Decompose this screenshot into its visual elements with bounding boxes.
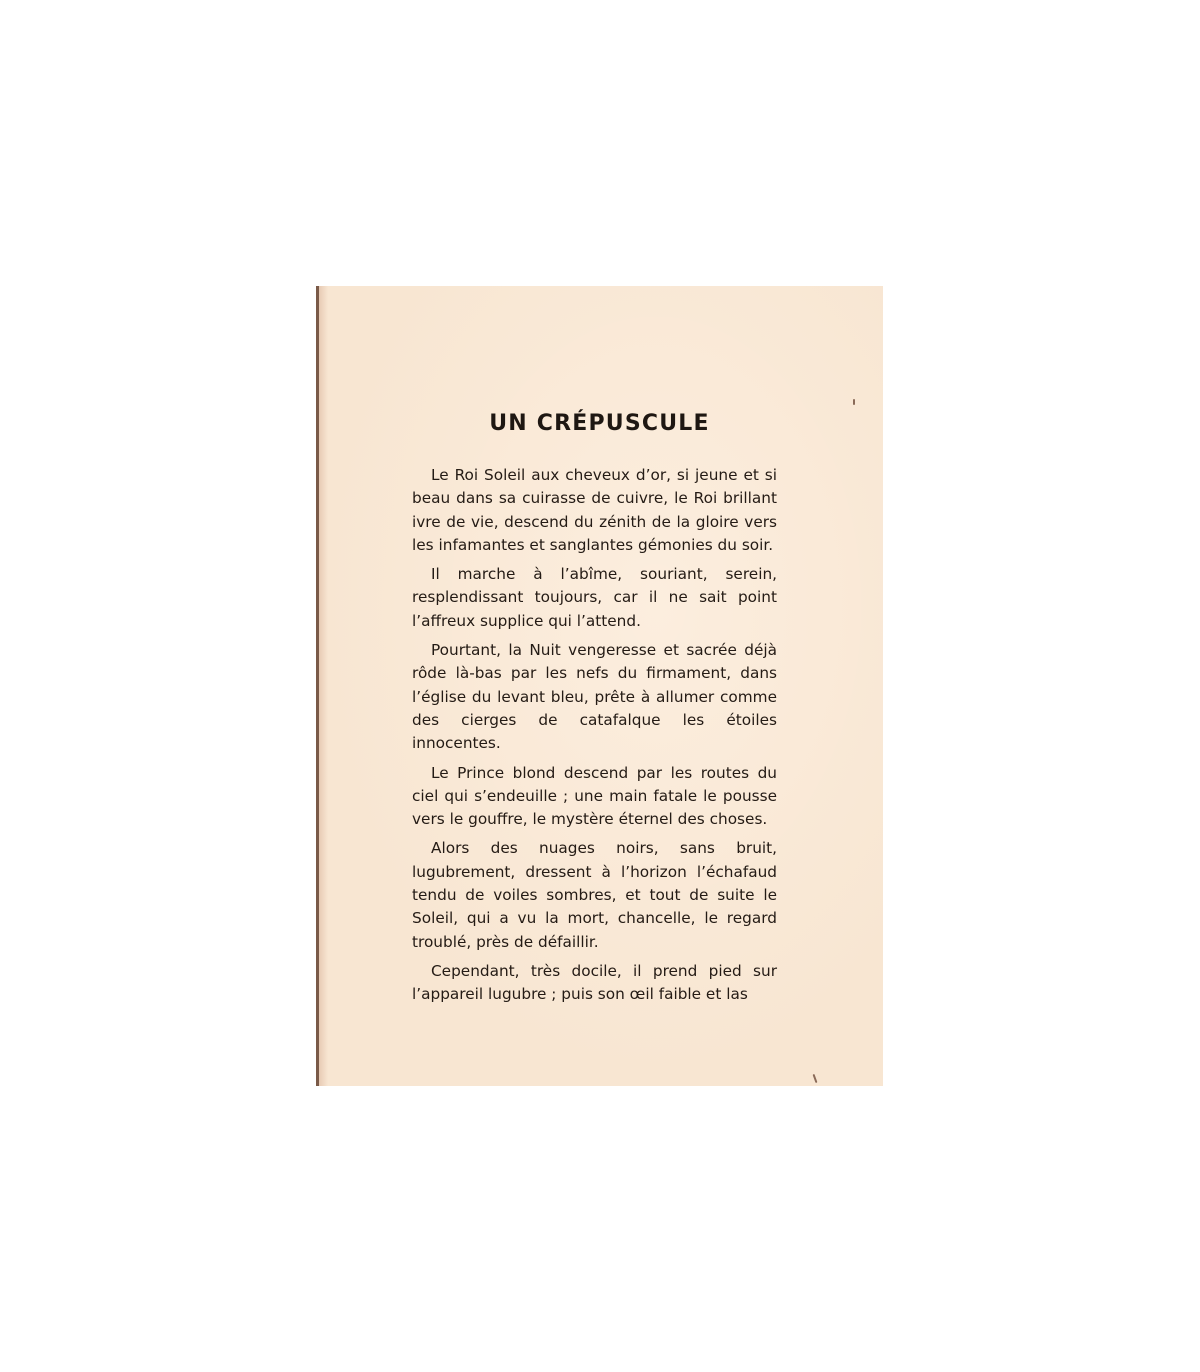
paper-speck <box>813 1074 818 1083</box>
paragraph: Le Prince blond descend par les routes du ciel qui s’endeuille ; une main fatale le pousse vers le gouffre, le mystère éternel des choses. <box>412 763 777 829</box>
paragraph: Cependant, très docile, il prend pied sur l’appareil lugubre ; puis son œil faible et las <box>412 961 777 1004</box>
body-text <box>412 464 777 1013</box>
book-page <box>316 286 883 1086</box>
paragraph: Alors des nuages noirs, sans bruit, lugubrement, dressent à l’horizon l’échafaud tendu de voiles sombres, et tout de suite le Soleil, qui a vu la mort, chancelle, le regard troublé, près de défaillir. <box>412 839 777 951</box>
paragraph: Il marche à l’abîme, souriant, serein, resplendissant toujours, car il ne sait point l’affreux supplice qui l’attend. <box>412 565 777 630</box>
paper-speck <box>853 399 855 405</box>
page-spine-edge <box>316 286 319 1086</box>
paragraph: Le Roi Soleil aux cheveux d’or, si jeune et si beau dans sa cuirasse de cuivre, le Roi brillant ivre de vie, descend du zénith de la gloire vers les infamantes et sanglantes gémonies du soir. <box>412 466 777 554</box>
paragraph: Pourtant, la Nuit vengeresse et sacrée déjà rôde là-bas par les nefs du firmament, dans l’église du levant bleu, prête à allumer comme des cierges de catafalque les étoiles innocentes. <box>412 641 777 753</box>
page-title: UN CRÉPUSCULE <box>489 411 710 436</box>
